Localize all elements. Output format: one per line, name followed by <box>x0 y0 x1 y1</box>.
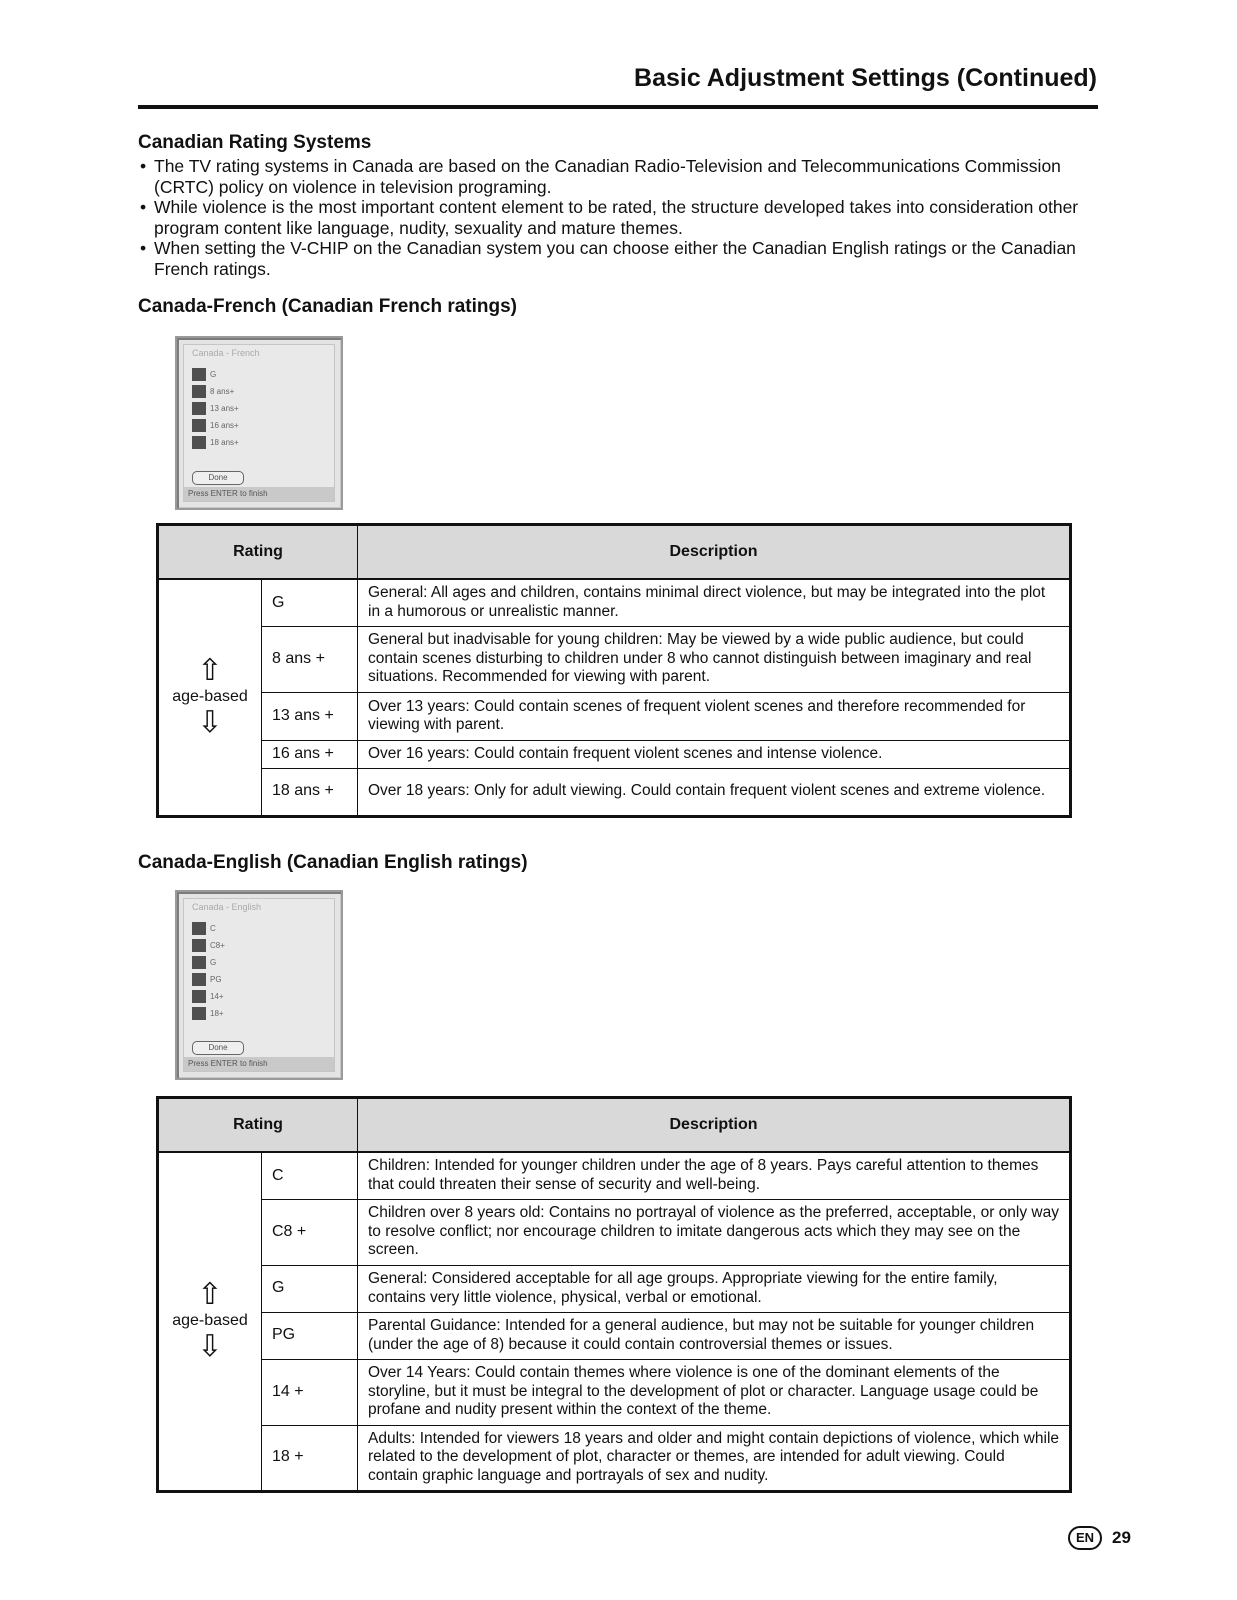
menu-item: G <box>192 367 216 381</box>
french-heading: Canada-French (Canadian French ratings) <box>138 296 518 317</box>
rating-code: C <box>262 1152 358 1199</box>
english-menu-screenshot <box>175 890 343 1080</box>
down-arrow-icon: ⇩ <box>197 706 223 740</box>
menu-title: Canada - French <box>192 348 260 358</box>
menu-item: 13 ans+ <box>192 401 239 415</box>
rating-code: 18 ans + <box>262 768 358 816</box>
checkbox-icon <box>192 385 206 398</box>
done-button: Done <box>192 1041 244 1055</box>
menu-item: 8 ans+ <box>192 384 234 398</box>
menu-item: C <box>192 921 216 935</box>
menu-footer: Press ENTER to finish <box>184 487 334 501</box>
up-arrow-icon: ⇧ <box>197 1278 223 1312</box>
french-ratings-table <box>156 523 1072 818</box>
rating-code: C8 + <box>262 1199 358 1265</box>
rating-description: Over 13 years: Could contain scenes of frequent violent scenes and therefore recommended for viewing with parent. <box>358 692 1071 740</box>
age-based-cell <box>158 579 262 816</box>
rating-description: Children over 8 years old: Contains no portrayal of violence as the preferred, acceptable, or only way to resolve conflict; nor encourage children to imitate dangerous acts which they may see on the screen. <box>358 1199 1071 1265</box>
down-arrow-icon: ⇩ <box>197 1330 223 1364</box>
rating-description: Children: Intended for younger children under the age of 8 years. Pays careful attention to themes that could threaten their sense of security and well-being. <box>358 1152 1071 1199</box>
french-menu-screenshot <box>175 336 343 510</box>
rating-description: Over 16 years: Could contain frequent violent scenes and intense violence. <box>358 740 1071 768</box>
description-column-header: Description <box>358 1098 1071 1153</box>
age-based-cell <box>158 1152 262 1491</box>
rating-description: General: All ages and children, contains minimal direct violence, but may be integrated into the plot in a humorous or unrealistic manner. <box>358 579 1071 626</box>
english-ratings-table <box>156 1096 1072 1493</box>
rating-code: 18 + <box>262 1425 358 1491</box>
rating-column-header: Rating <box>158 525 358 580</box>
intro-bullet-list <box>138 156 1098 279</box>
menu-item: 14+ <box>192 989 224 1003</box>
page-number: 29 <box>1112 1528 1131 1547</box>
menu-title: Canada - English <box>192 902 262 912</box>
checkbox-icon <box>192 419 206 432</box>
menu-footer: Press ENTER to finish <box>184 1057 334 1071</box>
rating-code: G <box>262 579 358 626</box>
checkbox-icon <box>192 939 206 952</box>
checkbox-icon <box>192 402 206 415</box>
up-arrow-icon: ⇧ <box>197 654 223 688</box>
intro-bullet: • While violence is the most important content element to be rated, the structure developed takes into consideration other program content like language, nudity, sexuality and mature themes. <box>138 197 1098 238</box>
rating-code: 8 ans + <box>262 626 358 692</box>
rating-column-header: Rating <box>158 1098 358 1153</box>
menu-panel <box>183 898 335 1072</box>
rating-description: General but inadvisable for young children: May be viewed by a wide public audience, but could contain scenes disturbing to children under 8 who cannot distinguish between imaginary and real situations. Recommended for viewing with parent. <box>358 626 1071 692</box>
menu-item: PG <box>192 972 222 986</box>
checkbox-icon <box>192 368 206 381</box>
menu-item: 16 ans+ <box>192 418 239 432</box>
rating-code: PG <box>262 1312 358 1359</box>
menu-item: 18 ans+ <box>192 435 239 449</box>
menu-item: C8+ <box>192 938 225 952</box>
page-title: Basic Adjustment Settings (Continued) <box>634 64 1097 92</box>
checkbox-icon <box>192 990 206 1003</box>
title-rule <box>138 105 1098 109</box>
rating-description: Over 14 Years: Could contain themes where violence is one of the dominant elements of the storyline, but it must be integral to the development of plot or character. Language usage could be profane and nudity present within the context of the theme. <box>358 1359 1071 1425</box>
intro-bullet: • The TV rating systems in Canada are based on the Canadian Radio-Television and Telecommunications Commission (CRTC) policy on violence in television programing. <box>138 156 1098 197</box>
checkbox-icon <box>192 1007 206 1020</box>
rating-description: Over 18 years: Only for adult viewing. Could contain frequent violent scenes and extreme violence. <box>358 768 1071 816</box>
rating-code: G <box>262 1265 358 1312</box>
intro-bullet: • When setting the V-CHIP on the Canadian system you can choose either the Canadian English ratings or the Canadian French ratings. <box>138 238 1098 279</box>
checkbox-icon <box>192 956 206 969</box>
checkbox-icon <box>192 922 206 935</box>
page-footer <box>1068 1526 1131 1550</box>
age-based-label: age-based <box>172 1312 248 1330</box>
menu-item: 18+ <box>192 1006 224 1020</box>
done-button: Done <box>192 471 244 485</box>
menu-panel <box>183 344 335 502</box>
rating-code: 13 ans + <box>262 692 358 740</box>
language-badge: EN <box>1068 1526 1102 1550</box>
rating-code: 16 ans + <box>262 740 358 768</box>
rating-description: Parental Guidance: Intended for a general audience, but may not be suitable for younger children (under the age of 8) because it could contain controversial themes or issues. <box>358 1312 1071 1359</box>
rating-description: General: Considered acceptable for all age groups. Appropriate viewing for the entire family, contains very little violence, physical, verbal or emotional. <box>358 1265 1071 1312</box>
description-column-header: Description <box>358 525 1071 580</box>
menu-item: G <box>192 955 216 969</box>
age-based-label: age-based <box>172 688 248 706</box>
rating-description: Adults: Intended for viewers 18 years and older and might contain depictions of violence, which while related to the development of plot, character or themes, are intended for adult viewing. Could contain graphic language and portrayals of sex and nudity. <box>358 1425 1071 1491</box>
english-heading: Canada-English (Canadian English ratings) <box>138 852 528 873</box>
checkbox-icon <box>192 973 206 986</box>
intro-heading: Canadian Rating Systems <box>138 132 372 153</box>
rating-code: 14 + <box>262 1359 358 1425</box>
checkbox-icon <box>192 436 206 449</box>
